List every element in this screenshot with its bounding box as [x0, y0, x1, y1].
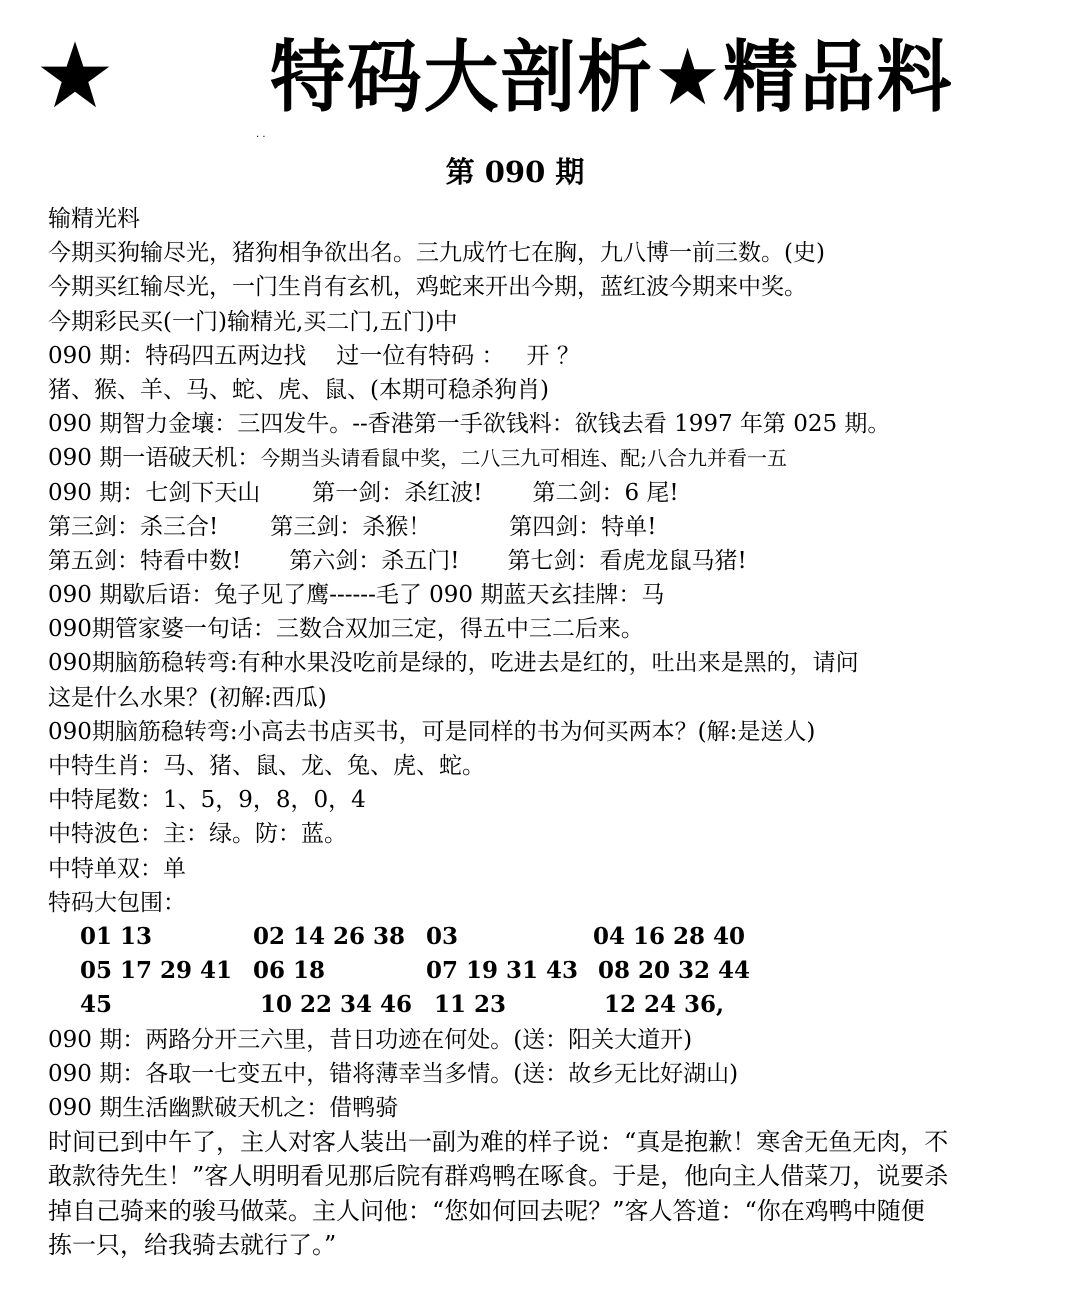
- grid-cell: 45: [80, 991, 113, 1019]
- story-line-4: 拣一只，给我骑去就行了。”: [48, 1230, 337, 1259]
- decorative-dots: · ·: [256, 132, 266, 143]
- line-11-b: 第六剑：杀五门!: [289, 547, 460, 574]
- line-10: [48, 510, 1058, 544]
- line-21: 特码大包围：: [48, 889, 186, 916]
- line-11-a: 第五剑：特看中数!: [48, 547, 242, 574]
- grid-cell: 04 16 28 40: [593, 922, 746, 950]
- line-8-a: 090 期一语破天机：: [48, 445, 261, 472]
- grid-cell: 12 24 36,: [604, 991, 725, 1019]
- line-7: 090 期智力金壤：三四发牛。--香港第一手欲钱料：欲钱去看 1997 年第 025 期。: [48, 411, 891, 438]
- star-icon: [40, 40, 110, 110]
- number-grid: [48, 920, 1058, 1023]
- page-title: 特码大剖析★精品料: [270, 33, 954, 123]
- story-line-2: 敢款待先生！”客人明明看见那后院有群鸡鸭在啄食。于是，他向主人借菜刀，说要杀: [48, 1162, 949, 1191]
- grid-cell: 02 14 26 38: [253, 922, 406, 950]
- line-5-b: 过一位有特码 ：: [336, 342, 505, 369]
- line-17: 中特生肖：马、猪、鼠、龙、兔、虎、蛇。: [48, 753, 485, 779]
- line-8-b: 今期当头请看鼠中奖，二八三九可相连、配;八合九并看一五: [260, 446, 787, 471]
- grid-cell: 06 18: [253, 957, 326, 985]
- line-5-a: 090 期：特码四五两边找: [48, 342, 307, 369]
- story-line-3: 掉自己骑来的骏马做菜。主人问他：“您如何回去呢？”客人答道：“你在鸡鸭中随便: [48, 1196, 925, 1225]
- article-body: [48, 202, 1058, 1262]
- line-2: 今期买狗输尽光，猪狗相争欲出名。三九成竹七在胸，九八博一前三数。(史): [48, 240, 825, 267]
- line-11: [48, 544, 1058, 578]
- line-9-b: 第一剑：杀红波!: [312, 479, 483, 506]
- page-header: [0, 0, 1080, 143]
- line-9: [48, 476, 1058, 510]
- line-10-b: 第三剑：杀猴！: [270, 513, 432, 540]
- story-paragraph: [48, 1125, 1048, 1262]
- line-9-c: 第二剑：6 尾!: [532, 479, 679, 506]
- line-3: 今期买红输尽光，一门生肖有玄机，鸡蛇来开出今期，蓝红波今期来中奖。: [48, 274, 807, 301]
- line-5-c: 开 ？: [526, 342, 580, 369]
- line-23: 090 期：各取一七变五中，错将薄幸当多情。(送：故乡无比好湖山): [48, 1060, 739, 1087]
- line-13: 090期管家婆一句话：三数合双加三定，得五中三二后来。: [48, 616, 644, 643]
- line-6: 猪、猴、羊、马、蛇、虎、鼠、(本期可稳杀狗肖): [48, 376, 549, 403]
- line-10-c: 第四剑：特单!: [509, 513, 657, 540]
- line-24: 090 期生活幽默破天机之：借鸭骑: [48, 1094, 399, 1121]
- grid-cell: 11 23: [434, 991, 507, 1019]
- line-20: 中特单双：单: [48, 855, 186, 882]
- line-15: 这是什么水果？(初解:西瓜): [48, 684, 327, 711]
- grid-cell: 08 20 32 44: [598, 957, 751, 985]
- grid-cell: 07 19 31 43: [426, 957, 579, 985]
- line-9-a: 090 期：七剑下天山: [48, 479, 261, 506]
- line-19: 中特波色：主：绿。防：蓝。: [48, 821, 347, 848]
- line-1: 输精光料: [48, 206, 140, 232]
- line-18: 中特尾数：1、5，9，8，0，4: [48, 787, 366, 814]
- grid-cell: 10 22 34 46: [260, 991, 413, 1019]
- line-14: 090期脑筋稳转弯:有种水果没吃前是绿的，吃进去是红的，吐出来是黑的，请问: [48, 650, 859, 677]
- line-5: [48, 339, 1058, 373]
- line-11-c: 第七剑：看虎龙鼠马猪!: [507, 547, 747, 574]
- grid-cell: 05 17 29 41: [80, 957, 233, 985]
- line-10-a: 第三剑：杀三合!: [48, 513, 219, 540]
- line-12: 090 期歇后语：兔子见了鹰------毛了 090 期蓝天玄挂牌：马: [48, 582, 665, 609]
- line-16: 090期脑筋稳转弯:小高去书店买书，可是同样的书为何买两本？(解:是送人): [48, 718, 816, 745]
- grid-cell: 01 13: [80, 922, 153, 950]
- line-8: [48, 441, 1058, 475]
- story-line-1: 时间已到中午了，主人对客人装出一副为难的样子说：“真是抱歉！寒舍无鱼无肉，不: [48, 1128, 949, 1157]
- line-22: 090 期：两路分开三六里，昔日功迹在何处。(送：阳关大道开): [48, 1026, 693, 1053]
- grid-cell: 03: [426, 922, 459, 950]
- line-4: 今期彩民买(一门)输精光,买二门,五门)中: [48, 308, 458, 335]
- issue-number: 第 090 期: [445, 155, 585, 189]
